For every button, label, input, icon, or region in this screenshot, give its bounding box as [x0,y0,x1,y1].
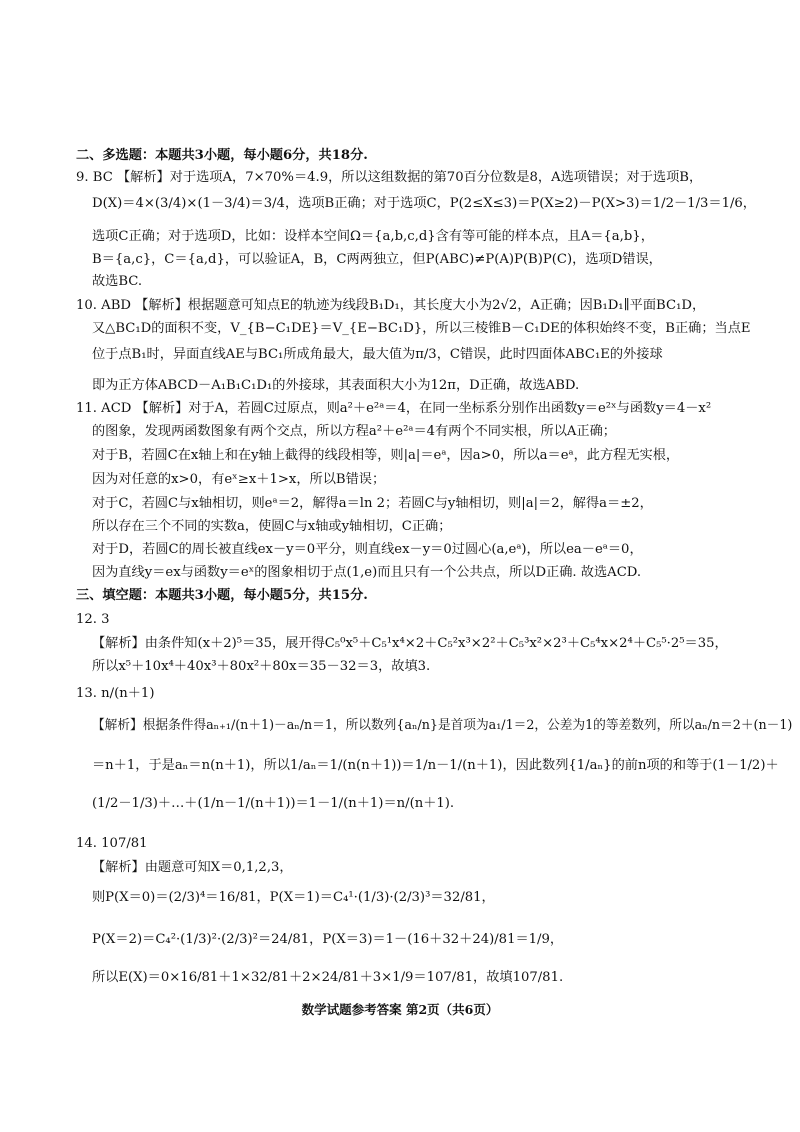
section2-heading: 二、多选题：本题共3小题，每小题6分，共18分. [76,148,368,163]
q11-line8: 因为直线y＝ex与函数y＝eˣ的图象相切于点(1,e)而且只有一个公共点，所以D正确. 故选ACD. [92,565,642,580]
page-footer: 数学试题参考答案 第2页（共6页） [301,1002,499,1017]
q12-answer: 12. 3 [76,612,110,627]
q11-line2: 的图象，发现两函数图象有两个交点，所以方程a²＋e²ᵃ＝4有两个不同实根，所以A正确； [92,424,616,439]
q12-line2: 所以x⁵＋10x⁴＋40x³＋80x²＋80x＝35－32＝3，故填3. [92,659,431,674]
q9-line4: B＝{a,c}，C＝{a,d}，可以验证A，B，C两两独立，但P(ABC)≠P(A)P(B)P(C)，选项D错误， [92,252,662,267]
q13-line3: (1/2－1/3)＋…＋(1/n－1/(n＋1))＝1－1/(n＋1)＝n/(n＋1). [92,796,455,811]
q9-line1: 9. BC 【解析】对于选项A，7×70%＝4.9，所以这组数据的第70百分位数是8，A选项错误；对于选项B， [76,170,703,185]
q9-line2: D(X)＝4×(3/4)×(1－3/4)＝3/4，选项B正确；对于选项C，P(2≤X≤3)＝P(X≥2)－P(X>3)＝1/2－1/3＝1/6， [92,196,756,211]
q10-line1: 10. ABD 【解析】根据题意可知点E的轨迹为线段B₁D₁，其长度大小为2√2，A正确；因B₁D₁∥平面BC₁D， [76,298,706,313]
q13-answer: 13. n/(n＋1) [76,686,155,701]
q11-line1: 11. ACD 【解析】对于A，若圆C过原点，则a²＋e²ᵃ＝4，在同一坐标系分别作出函数y＝e²ˣ与函数y＝4－x² [76,401,712,416]
section3-heading: 三、填空题：本题共3小题，每小题5分，共15分. [76,588,368,603]
q10-line4: 即为正方体ABCD－A₁B₁C₁D₁的外接球，其表面积大小为12π，D正确，故选ABD. [92,378,580,393]
q13-line2: ＝n＋1，于是aₙ＝n(n＋1)，所以1/aₙ＝1/(n(n＋1))＝1/n－1/(n＋1)，因此数列{1/aₙ}的前n项的和等于(1－1/2)＋ [92,758,779,773]
q11-line7: 对于D，若圆C的周长被直线ex－y＝0平分，则直线ex－y＝0过圆心(a,eᵃ)，所以ea－eᵃ＝0， [92,542,643,557]
q10-line2: 又△BC₁D的面积不变，V_{B−C₁DE}＝V_{E−BC₁D}，所以三棱锥B－C₁DE的体积始终不变，B正确；当点E [92,321,751,336]
q11-line5: 对于C，若圆C与x轴相切，则eᵃ＝2，解得a＝ln 2；若圆C与y轴相切，则|a|＝2，解得a＝±2， [92,496,653,511]
q14-answer: 14. 107/81 [76,836,148,851]
q9-line3: 选项C正确；对于选项D，比如：设样本空间Ω＝{a,b,c,d}含有等可能的样本点，且A＝{a,b}， [92,229,654,244]
q14-line4: 所以E(X)＝0×16/81＋1×32/81＋2×24/81＋3×1/9＝107/81，故填107/81. [92,970,564,985]
q14-line3: P(X＝2)＝C₄²·(1/3)²·(2/3)²＝24/81，P(X＝3)＝1－(16＋32＋24)/81＝1/9， [92,932,564,947]
q14-line2: 则P(X＝0)＝(2/3)⁴＝16/81，P(X＝1)＝C₄¹·(1/3)·(2/3)³＝32/81， [92,890,495,905]
q12-line1: 【解析】由条件知(x＋2)⁵＝35，展开得C₅⁰x⁵＋C₅¹x⁴×2＋C₅²x³×2²＋C₅³x²×2³＋C₅⁴x×2⁴＋C₅⁵·2⁵＝35， [92,636,728,651]
q13-line1: 【解析】根据条件得aₙ₊₁/(n＋1)－aₙ/n＝1，所以数列{aₙ/n}是首项为a₁/1＝2，公差为1的等差数列，所以aₙ/n＝2＋(n－1) [92,718,793,733]
q11-line6: 所以存在三个不同的实数a，使圆C与x轴或y轴相切，C正确； [92,519,452,534]
q10-line3: 位于点B₁时，异面直线AE与BC₁所成角最大，最大值为π/3，C错误，此时四面体ABC₁E的外接球 [92,347,663,362]
q14-line1: 【解析】由题意可知X＝0,1,2,3， [92,860,293,875]
q11-line3: 对于B，若圆C在x轴上和在y轴上截得的线段相等，则|a|＝eᵃ，因a>0，所以a＝eᵃ，此方程无实根， [92,448,680,463]
q9-line5: 故选BC. [92,274,143,289]
q11-line4: 因为对任意的x>0，有eˣ≥x＋1>x，所以B错误； [92,472,386,487]
